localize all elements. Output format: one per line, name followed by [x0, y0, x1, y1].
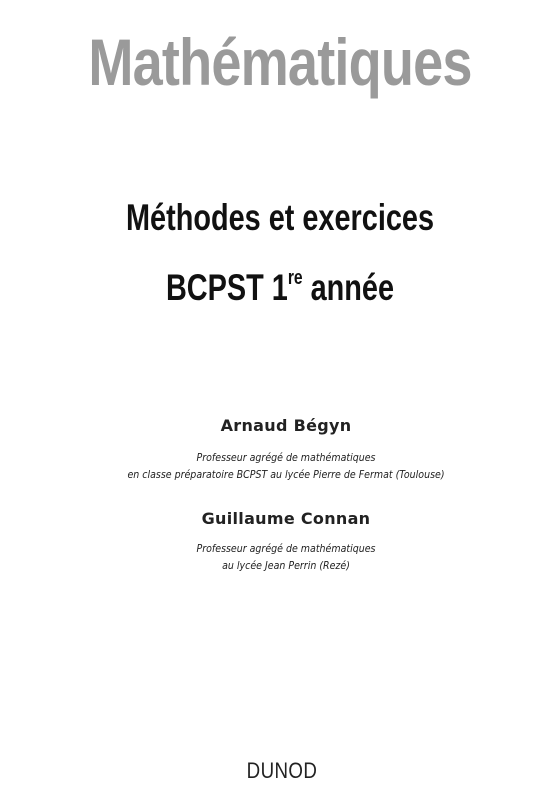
- publisher-logo: DUNOD: [246, 758, 318, 783]
- author-affiliation-1-line1: Professeur agrégé de mathématiques: [196, 451, 376, 464]
- author-name-2: Guillaume Connan: [201, 509, 371, 528]
- book-subtitle: Méthodes et exercices: [125, 197, 434, 238]
- level-prefix: BCPST 1: [165, 267, 288, 308]
- author-affiliation-1-line2: en classe préparatoire BCPST au lycée Pierre de Fermat (Toulouse): [127, 468, 445, 481]
- author-name-1: Arnaud Bégyn: [220, 416, 352, 435]
- author-affiliation-2-line1: Professeur agrégé de mathématiques: [196, 542, 376, 555]
- book-title: Mathématiques: [88, 25, 472, 99]
- book-level: [62, 266, 499, 310]
- level-suffix: année: [302, 267, 395, 308]
- level-superscript: re: [287, 267, 303, 289]
- author-affiliation-2-line2: au lycée Jean Perrin (Rezé): [222, 559, 350, 572]
